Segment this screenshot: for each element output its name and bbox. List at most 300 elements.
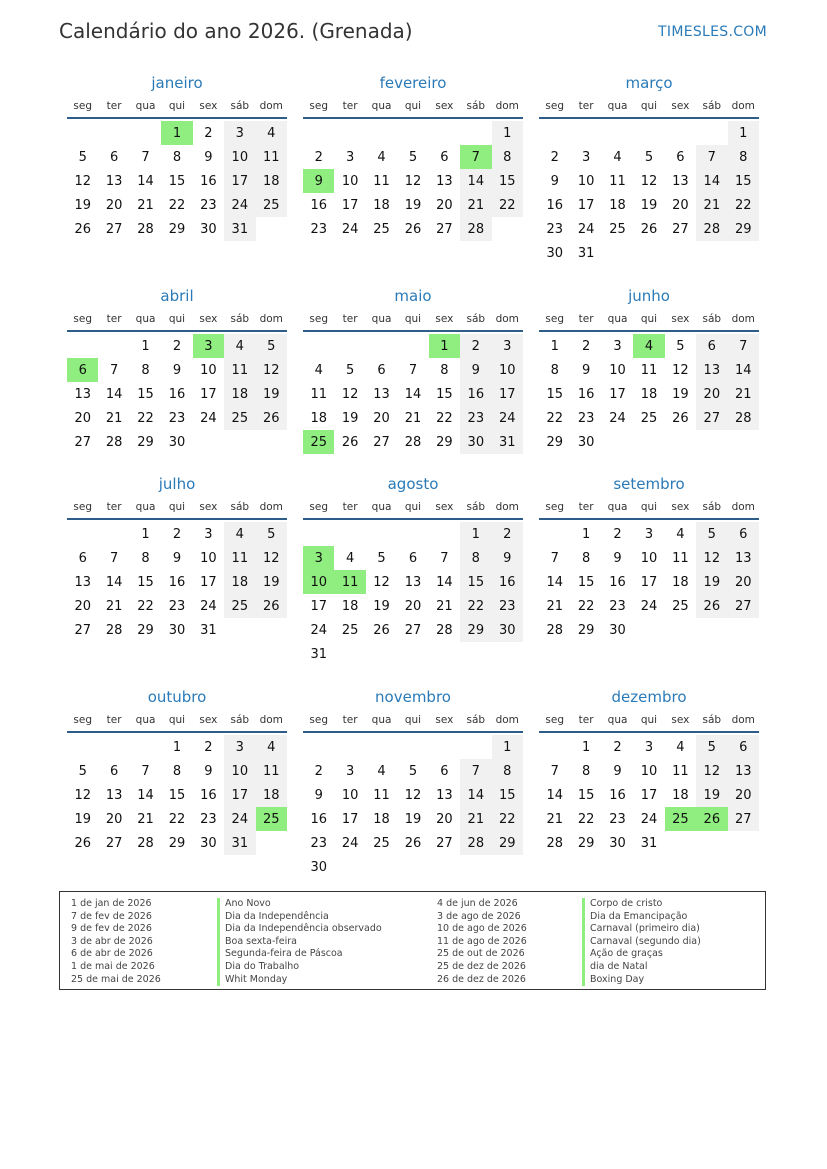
day-grid: [303, 121, 523, 241]
day-grid: [303, 334, 523, 454]
day-cell: 28: [105, 434, 123, 450]
day-cell: 21: [546, 811, 563, 827]
month-agosto: [303, 474, 523, 666]
day-cell: 17: [310, 598, 327, 614]
day-cell: 10: [577, 173, 595, 189]
day-cell: 28: [728, 406, 759, 430]
weekday-header: [303, 308, 523, 332]
day-cell: 19: [696, 570, 727, 594]
legend-date: 4 de jun de 2026: [437, 898, 518, 909]
day-cell: 14: [546, 574, 563, 590]
day-cell: 27: [105, 221, 123, 237]
day-cell: 19: [672, 386, 689, 402]
day-cell: 15: [492, 783, 523, 807]
day-cell: 21: [728, 382, 759, 406]
day-cell: 4: [314, 362, 323, 378]
day-cell: 2: [613, 739, 622, 755]
day-cell: 13: [74, 386, 91, 402]
day-grid: [67, 735, 287, 855]
weekday-label: sáb: [466, 313, 486, 325]
day-cell: 23: [609, 598, 626, 614]
day-cell: 31: [640, 835, 658, 851]
day-cell: 2: [204, 739, 213, 755]
empty-cell: [98, 522, 129, 546]
day-cell: 23: [310, 835, 327, 851]
weekday-header: [67, 308, 287, 332]
day-cell: 25: [224, 594, 255, 618]
weekday-label: seg: [73, 100, 93, 112]
weekday-label: qui: [640, 501, 658, 513]
day-cell: 23: [546, 221, 563, 237]
day-cell: 6: [408, 550, 418, 566]
weekday-label: sex: [435, 501, 454, 513]
page-title: Calendário do ano 2026. (Grenada): [59, 19, 413, 43]
day-cell: 25: [256, 193, 287, 217]
weekday-header: [539, 496, 759, 520]
legend-date: 1 de jan de 2026: [71, 898, 152, 909]
day-cell: 5: [644, 149, 654, 165]
day-cell: 8: [581, 550, 591, 566]
day-cell: 20: [672, 197, 689, 213]
day-cell: 21: [460, 807, 491, 831]
month-name: fevereiro: [379, 74, 447, 92]
day-cell: 26: [74, 835, 91, 851]
day-cell: 12: [74, 173, 91, 189]
empty-cell: [539, 735, 570, 759]
day-cell: 13: [728, 759, 759, 783]
weekday-label: dom: [495, 313, 519, 325]
day-cell: 7: [141, 763, 150, 779]
day-cell: 23: [168, 410, 186, 426]
weekday-label: qui: [404, 100, 422, 112]
day-cell: 13: [672, 173, 689, 189]
weekday-label: qua: [135, 100, 156, 112]
day-cell: 26: [672, 410, 689, 426]
day-cell: 15: [577, 787, 595, 803]
day-cell: 14: [460, 169, 491, 193]
day-cell: 3: [224, 121, 255, 145]
day-cell: 16: [310, 811, 327, 827]
day-cell: 16: [460, 382, 491, 406]
day-cell: 27: [728, 594, 759, 618]
day-cell: 2: [460, 334, 491, 358]
day-cell: 13: [105, 173, 123, 189]
day-cell: 22: [436, 410, 453, 426]
weekday-label: sáb: [702, 501, 722, 513]
month-junho: [539, 286, 759, 454]
day-cell: 4: [676, 526, 685, 542]
site-link[interactable]: TIMESLES.COM: [658, 24, 767, 40]
weekday-label: dom: [259, 714, 283, 726]
day-cell: 11: [256, 145, 287, 169]
day-cell: 17: [341, 811, 359, 827]
day-cell: 23: [200, 811, 217, 827]
day-cell: 16: [168, 386, 186, 402]
day-cell: 22: [492, 807, 523, 831]
weekday-label: seg: [545, 100, 565, 112]
day-cell: 18: [224, 382, 255, 406]
day-cell: 7: [408, 362, 418, 378]
weekday-label: seg: [73, 714, 93, 726]
day-cell: 22: [168, 811, 186, 827]
day-cell: 14: [105, 386, 123, 402]
day-grid: [67, 121, 287, 241]
day-cell: 29: [137, 434, 154, 450]
day-cell: 28: [137, 221, 154, 237]
day-cell: 19: [640, 197, 658, 213]
day-cell: 1: [492, 121, 523, 145]
day-cell: 22: [728, 193, 759, 217]
day-cell: 12: [341, 386, 359, 402]
weekday-label: qua: [607, 501, 628, 513]
day-cell: 23: [609, 811, 626, 827]
day-cell: 6: [109, 149, 119, 165]
empty-cell: [303, 522, 334, 546]
day-cell: 22: [577, 811, 595, 827]
day-cell: 20: [74, 598, 91, 614]
day-cell: 6: [728, 522, 759, 546]
day-cell: 25: [224, 406, 255, 430]
day-cell: 12: [640, 173, 658, 189]
day-cell: 12: [256, 358, 287, 382]
day-cell: 11: [609, 173, 626, 189]
legend-holiday-name: Dia da Independência observado: [217, 923, 382, 936]
weekday-label: qui: [640, 100, 658, 112]
weekday-label: seg: [545, 313, 565, 325]
day-cell: 27: [672, 221, 689, 237]
day-cell: 19: [404, 811, 422, 827]
month-name: novembro: [375, 688, 451, 706]
day-cell: 5: [345, 362, 355, 378]
legend-date: 3 de ago de 2026: [437, 910, 521, 922]
holiday-day: 3: [193, 334, 224, 358]
day-cell: 16: [546, 197, 563, 213]
day-cell: 28: [546, 622, 563, 638]
weekday-label: seg: [309, 313, 329, 325]
day-cell: 5: [78, 149, 87, 165]
day-cell: 28: [460, 217, 491, 241]
weekday-label: qui: [640, 313, 658, 325]
empty-cell: [334, 735, 365, 759]
day-cell: 10: [341, 787, 359, 803]
day-cell: 3: [613, 338, 622, 354]
legend-holiday-name: Dia da Emancipação: [582, 911, 701, 924]
day-cell: 10: [341, 173, 359, 189]
day-cell: 1: [581, 739, 591, 755]
day-cell: 6: [78, 550, 87, 566]
day-cell: 30: [609, 622, 626, 638]
day-cell: 28: [460, 831, 491, 855]
day-grid: [303, 735, 523, 879]
day-cell: 7: [109, 550, 119, 566]
day-cell: 30: [168, 622, 186, 638]
weekday-label: ter: [342, 501, 358, 513]
weekday-label: dom: [731, 100, 755, 112]
weekday-label: ter: [106, 313, 122, 325]
day-cell: 30: [168, 434, 186, 450]
legend-date: 26 de dez de 2026: [437, 973, 526, 985]
weekday-label: qui: [168, 313, 186, 325]
day-cell: 29: [436, 434, 453, 450]
day-grid: [67, 334, 287, 454]
day-cell: 23: [310, 221, 327, 237]
day-cell: 28: [137, 835, 154, 851]
day-cell: 29: [728, 217, 759, 241]
day-cell: 18: [224, 570, 255, 594]
day-cell: 2: [314, 149, 323, 165]
day-cell: 11: [672, 763, 689, 779]
day-cell: 17: [640, 574, 658, 590]
day-cell: 14: [460, 783, 491, 807]
weekday-header: [539, 709, 759, 733]
weekday-label: ter: [342, 313, 358, 325]
day-cell: 1: [581, 526, 591, 542]
month-name: março: [625, 74, 673, 92]
day-cell: 22: [168, 197, 186, 213]
day-cell: 21: [137, 197, 154, 213]
day-cell: 14: [546, 787, 563, 803]
weekday-label: qui: [168, 501, 186, 513]
day-cell: 5: [377, 550, 386, 566]
day-cell: 23: [492, 594, 523, 618]
day-cell: 30: [577, 434, 595, 450]
day-cell: 3: [644, 739, 654, 755]
day-cell: 22: [137, 598, 154, 614]
day-cell: 15: [168, 173, 186, 189]
day-cell: 5: [256, 334, 287, 358]
day-cell: 11: [224, 546, 255, 570]
weekday-label: dom: [731, 714, 755, 726]
weekday-label: sáb: [702, 100, 722, 112]
day-cell: 30: [200, 835, 217, 851]
day-cell: 8: [492, 145, 523, 169]
day-cell: 20: [105, 197, 123, 213]
day-cell: 14: [137, 787, 154, 803]
day-cell: 15: [577, 574, 595, 590]
holiday-day: 3: [303, 546, 334, 570]
legend-names-left: [217, 898, 382, 986]
day-cell: 11: [373, 787, 390, 803]
weekday-header: [67, 95, 287, 119]
day-cell: 18: [672, 574, 689, 590]
weekday-label: dom: [495, 501, 519, 513]
legend-date: 11 de ago de 2026: [437, 935, 527, 947]
day-cell: 21: [696, 193, 727, 217]
day-cell: 31: [224, 831, 255, 855]
day-cell: 10: [224, 145, 255, 169]
day-cell: 7: [141, 149, 150, 165]
day-cell: 1: [492, 735, 523, 759]
empty-cell: [570, 121, 601, 145]
empty-cell: [334, 121, 365, 145]
day-cell: 10: [640, 550, 658, 566]
empty-cell: [67, 522, 98, 546]
day-cell: 6: [440, 763, 449, 779]
day-cell: 20: [696, 382, 727, 406]
day-cell: 18: [373, 811, 390, 827]
day-cell: 24: [609, 410, 626, 426]
day-cell: 23: [577, 410, 595, 426]
weekday-label: ter: [578, 313, 594, 325]
weekday-label: dom: [259, 313, 283, 325]
weekday-label: dom: [731, 501, 755, 513]
legend-date: 6 de abr de 2026: [71, 948, 153, 960]
day-cell: 10: [640, 763, 658, 779]
day-cell: 4: [256, 735, 287, 759]
day-cell: 13: [696, 358, 727, 382]
day-cell: 20: [373, 410, 390, 426]
day-cell: 2: [172, 526, 182, 542]
day-cell: 7: [696, 145, 727, 169]
weekday-label: sáb: [466, 501, 486, 513]
legend-date: 10 de ago de 2026: [437, 923, 527, 935]
day-cell: 20: [74, 410, 91, 426]
month-name: maio: [394, 287, 432, 305]
day-cell: 16: [609, 787, 626, 803]
day-cell: 11: [310, 386, 327, 402]
day-cell: 25: [672, 598, 689, 614]
day-cell: 13: [105, 787, 123, 803]
day-grid: [303, 522, 523, 666]
day-cell: 3: [224, 735, 255, 759]
day-cell: 5: [408, 763, 418, 779]
day-cell: 27: [373, 434, 390, 450]
month-name: janeiro: [151, 74, 203, 92]
day-cell: 19: [404, 197, 422, 213]
day-cell: 9: [172, 362, 182, 378]
day-cell: 4: [613, 149, 622, 165]
day-cell: 23: [460, 406, 491, 430]
day-cell: 17: [200, 386, 217, 402]
day-cell: 9: [204, 763, 213, 779]
day-cell: 25: [640, 410, 658, 426]
day-cell: 9: [613, 763, 622, 779]
weekday-label: qua: [135, 313, 156, 325]
day-cell: 29: [168, 221, 186, 237]
empty-cell: [397, 334, 428, 358]
day-grid: [539, 334, 759, 454]
month-março: [539, 73, 759, 265]
weekday-label: seg: [309, 501, 329, 513]
empty-cell: [602, 121, 633, 145]
day-cell: 6: [676, 149, 685, 165]
day-cell: 12: [696, 546, 727, 570]
month-name: setembro: [613, 475, 685, 493]
day-cell: 25: [609, 221, 626, 237]
weekday-label: sex: [199, 501, 218, 513]
day-cell: 14: [696, 169, 727, 193]
weekday-label: sex: [199, 313, 218, 325]
legend-holiday-name: Boxing Day: [582, 974, 701, 987]
day-cell: 27: [74, 434, 91, 450]
day-cell: 13: [373, 386, 390, 402]
day-cell: 22: [546, 410, 563, 426]
day-cell: 7: [460, 759, 491, 783]
day-cell: 30: [310, 859, 327, 875]
day-cell: 4: [345, 550, 355, 566]
weekday-label: sáb: [702, 313, 722, 325]
day-cell: 29: [546, 434, 563, 450]
legend-dates-right: [437, 898, 527, 986]
day-cell: 12: [373, 574, 390, 590]
day-cell: 27: [436, 221, 453, 237]
day-cell: 12: [404, 787, 422, 803]
day-grid: [539, 522, 759, 642]
day-cell: 18: [256, 169, 287, 193]
weekday-label: sáb: [702, 714, 722, 726]
holiday-day: 25: [256, 807, 287, 831]
weekday-label: qua: [135, 714, 156, 726]
legend-holiday-name: Segunda-feira de Páscoa: [217, 948, 382, 961]
month-setembro: [539, 474, 759, 642]
day-cell: 26: [696, 594, 727, 618]
month-janeiro: [67, 73, 287, 241]
legend-holiday-name: dia de Natal: [582, 961, 701, 974]
day-cell: 26: [74, 221, 91, 237]
day-cell: 26: [404, 835, 422, 851]
day-cell: 14: [436, 574, 453, 590]
month-fevereiro: [303, 73, 523, 241]
day-cell: 12: [696, 759, 727, 783]
day-cell: 29: [577, 622, 595, 638]
day-cell: 6: [109, 763, 119, 779]
day-cell: 24: [341, 835, 359, 851]
day-cell: 17: [640, 787, 658, 803]
day-cell: 6: [696, 334, 727, 358]
weekday-label: sáb: [466, 714, 486, 726]
day-cell: 20: [105, 811, 123, 827]
day-cell: 26: [341, 434, 359, 450]
day-cell: 15: [137, 574, 154, 590]
empty-cell: [67, 735, 98, 759]
day-cell: 12: [404, 173, 422, 189]
day-cell: 18: [256, 783, 287, 807]
day-cell: 28: [105, 622, 123, 638]
legend-date: 25 de dez de 2026: [437, 960, 526, 972]
holiday-day: 26: [696, 807, 727, 831]
day-cell: 24: [200, 410, 217, 426]
weekday-label: ter: [578, 714, 594, 726]
legend-date: 25 de out de 2026: [437, 948, 525, 960]
weekday-label: seg: [309, 100, 329, 112]
empty-cell: [366, 735, 397, 759]
day-cell: 13: [728, 546, 759, 570]
weekday-header: [303, 95, 523, 119]
day-cell: 29: [492, 831, 523, 855]
day-cell: 31: [310, 646, 327, 662]
holiday-legend: [59, 891, 766, 990]
weekday-label: sex: [199, 100, 218, 112]
day-cell: 27: [404, 622, 422, 638]
day-cell: 7: [550, 550, 559, 566]
month-name: outubro: [147, 688, 207, 706]
day-cell: 16: [492, 570, 523, 594]
day-cell: 12: [256, 546, 287, 570]
day-cell: 25: [373, 221, 390, 237]
day-cell: 27: [436, 835, 453, 851]
weekday-label: sáb: [230, 714, 250, 726]
month-name: agosto: [387, 475, 439, 493]
legend-holiday-name: Whit Monday: [217, 974, 382, 987]
weekday-label: ter: [106, 100, 122, 112]
day-cell: 3: [644, 526, 654, 542]
weekday-label: dom: [495, 714, 519, 726]
day-cell: 19: [74, 197, 91, 213]
day-cell: 9: [172, 550, 182, 566]
day-cell: 1: [141, 338, 150, 354]
weekday-label: sex: [671, 313, 690, 325]
holiday-day: 10: [303, 570, 334, 594]
